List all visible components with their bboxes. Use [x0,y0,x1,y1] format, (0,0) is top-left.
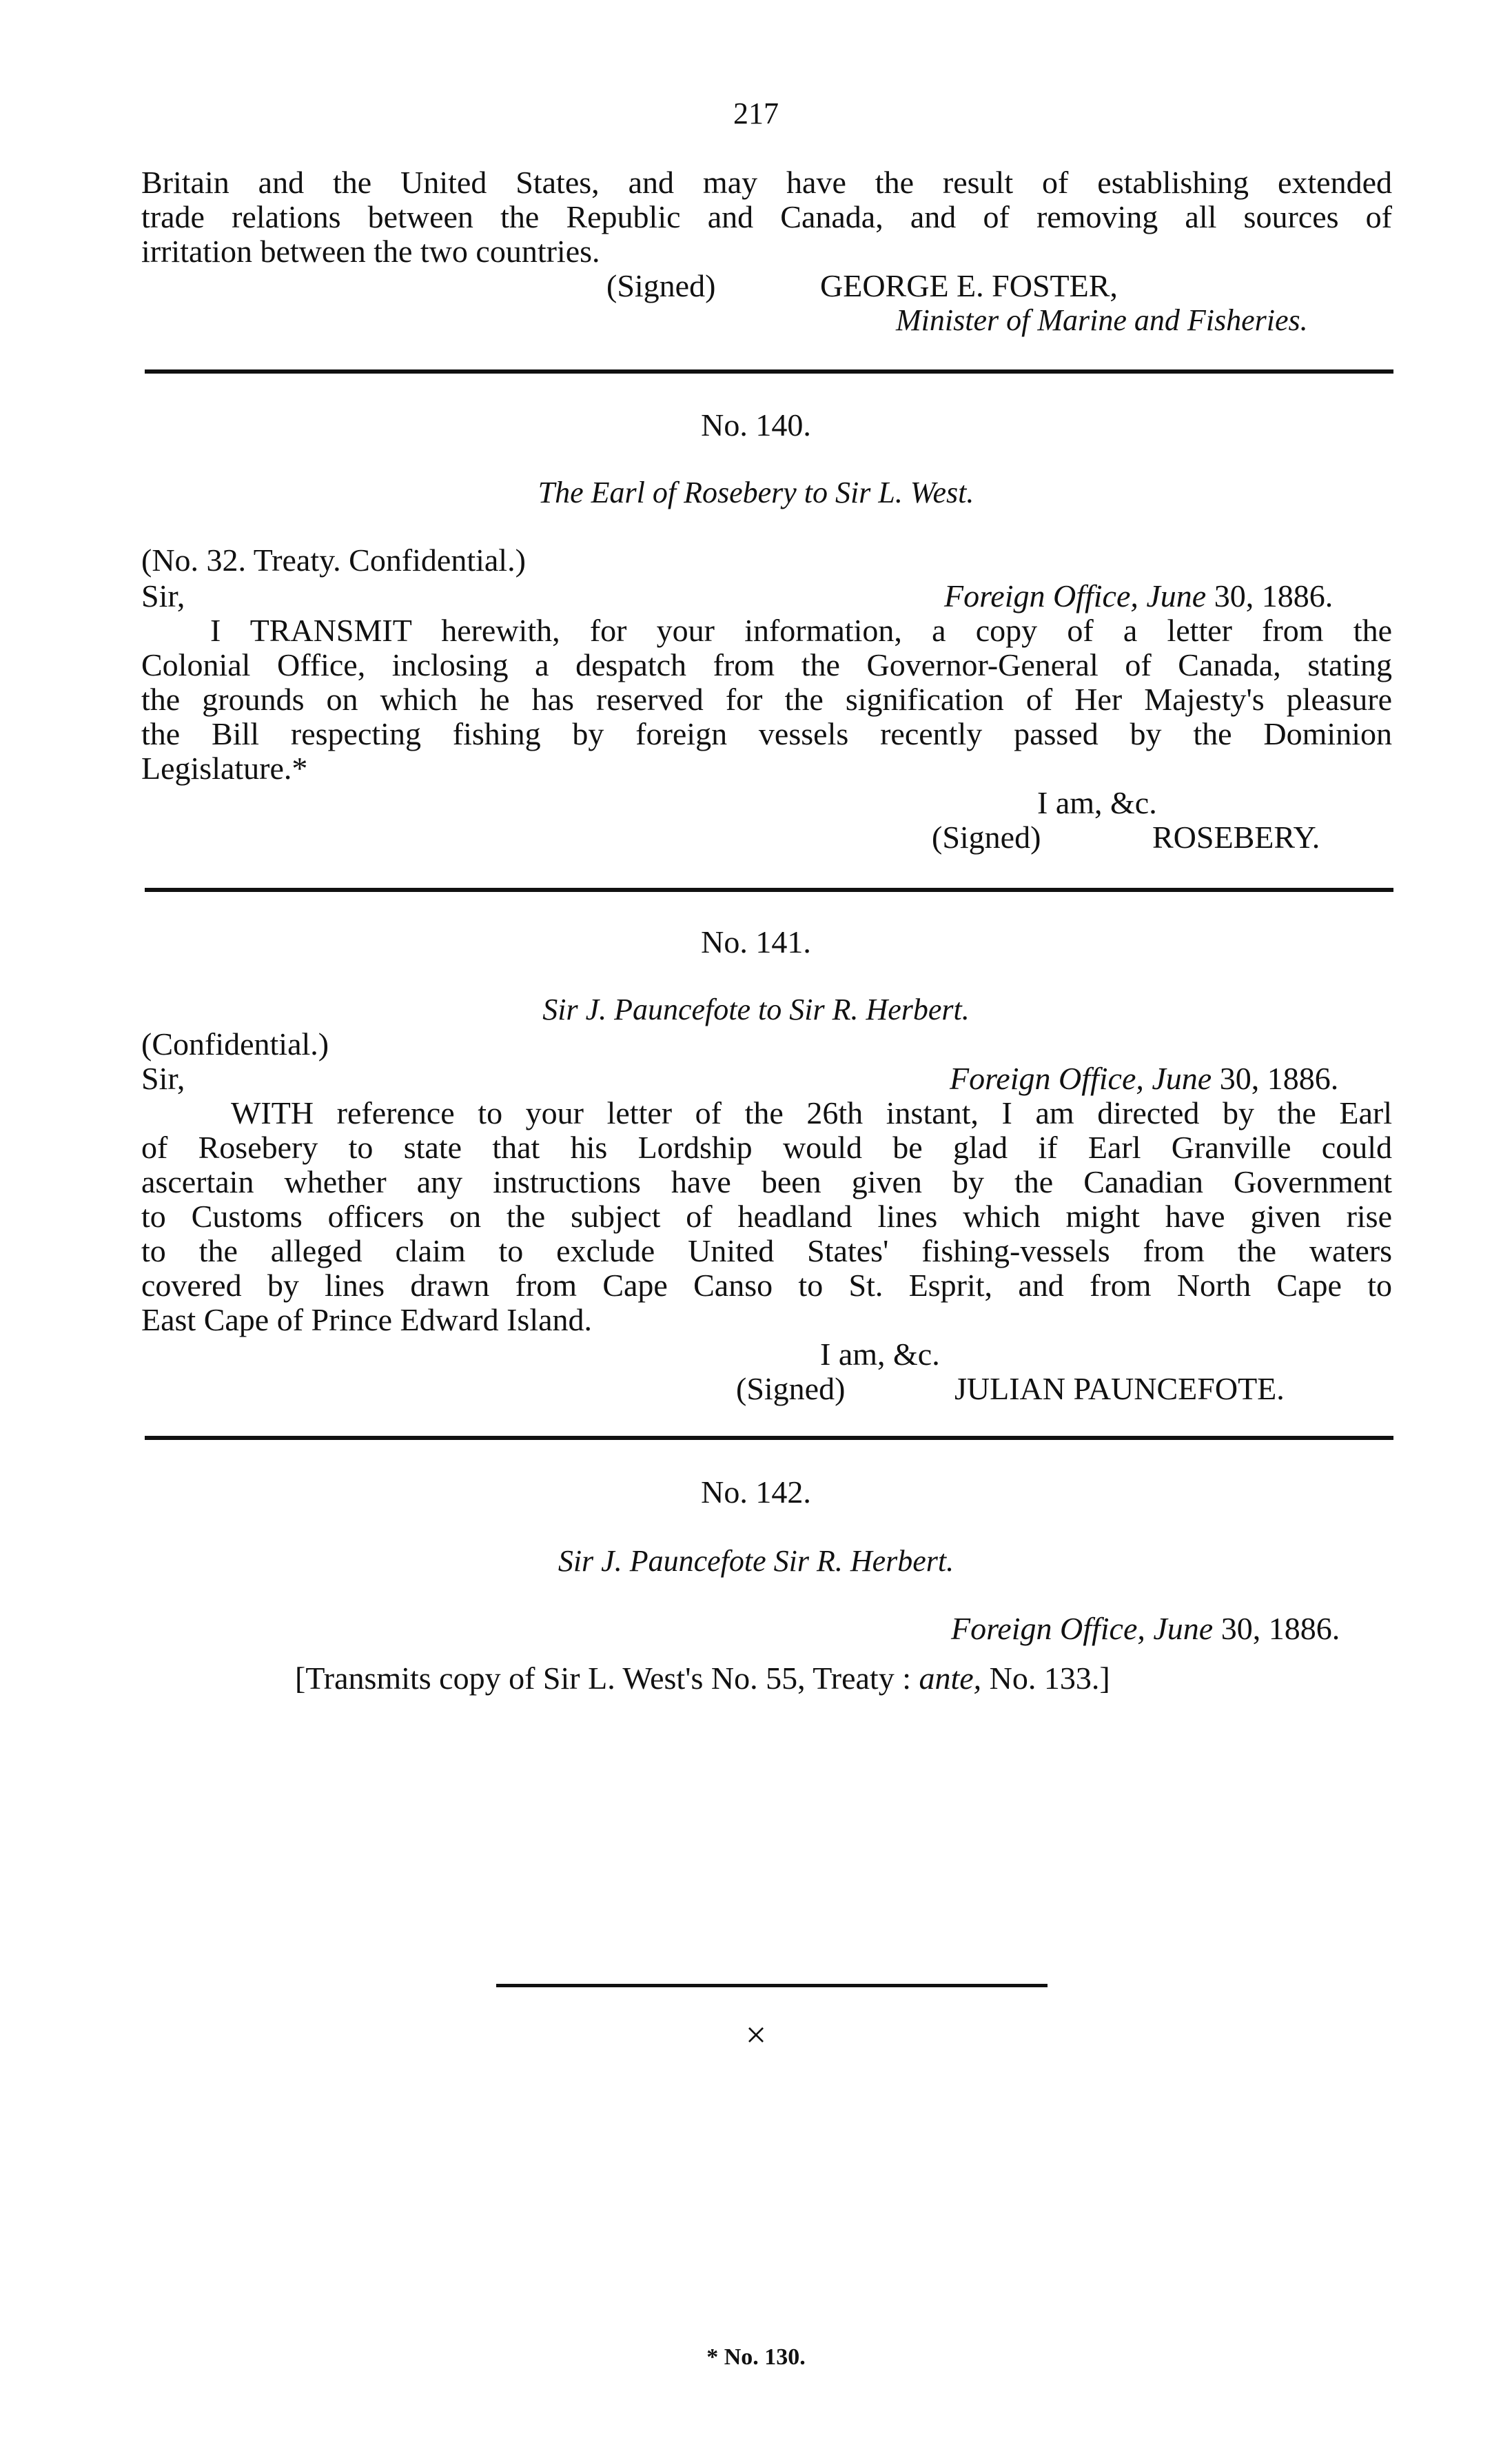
doc141-number: No. 141. [701,924,811,960]
doc141-heading: Sir J. Pauncefote to Sir R. Herbert. [542,993,970,1026]
intro-paragraph [141,165,1392,269]
intro-line-2: trade relations between the Republic and Canada, and of removing all sources of [141,199,1392,234]
doc141-body-line-1: WITH reference to your letter of the 26th instant, I am directed by the Earl [231,1095,1392,1130]
doc141-body [141,1096,1392,1337]
doc141-body-line-2: of Rosebery to state that his Lordship would be glad if Earl Granville could [141,1130,1392,1165]
doc142-dateline [951,1612,1340,1646]
doc141-salutation: Sir, [141,1061,185,1096]
section-rule [145,888,1393,892]
doc141-signed-label: (Signed) [736,1371,846,1406]
footnote: * No. 130. [706,2344,806,2370]
doc141-body-line-4: to Customs officers on the subject of headland lines which might have given rise [141,1199,1392,1234]
doc141-signer: JULIAN PAUNCEFOTE. [954,1371,1285,1406]
doc142-summary-ante: ante, [919,1661,982,1696]
doc141-body-line-5: to the alleged claim to exclude United States' fishing-vessels from the waters [141,1233,1392,1268]
doc140-signer: ROSEBERY. [1152,820,1320,855]
page-number: 217 [733,97,779,130]
doc142-dateline-date: 30, 1886. [1220,1611,1340,1646]
doc141-body-line-3: ascertain whether any instructions have been given by the Canadian Government [141,1164,1392,1199]
doc140-body-line-5: Legislature.* [141,751,308,786]
doc142-summary-pre: [Transmits copy of Sir L. West's No. 55, Treaty : [295,1661,911,1696]
section-rule [145,1436,1393,1440]
intro-signer: GEORGE E. FOSTER, [820,268,1118,303]
doc141-dateline-date: 30, 1886. [1219,1061,1339,1096]
doc142-heading: Sir J. Pauncefote Sir R. Herbert. [558,1544,954,1578]
doc140-body-line-3: the grounds on which he has reserved for the signification of Her Majesty's pleasure [141,682,1392,717]
doc140-body [141,613,1392,786]
doc140-heading: The Earl of Rosebery to Sir L. West. [538,476,974,509]
end-mark: × [745,2014,767,2056]
doc142-summary-post: No. 133.] [989,1661,1110,1696]
doc140-body-line-4: the Bill respecting fishing by foreign vessels recently passed by the Dominion [141,716,1392,751]
doc140-body-line-1: I TRANSMIT herewith, for your information, a copy of a letter from the [210,613,1392,648]
doc142-dateline-place: Foreign Office, June [951,1611,1214,1646]
end-rule [496,1984,1048,1987]
doc142-summary [295,1661,1110,1696]
doc141-dateline [950,1062,1338,1096]
intro-signed-label: (Signed) [606,268,716,303]
section-rule [145,369,1393,374]
doc140-number: No. 140. [701,407,811,443]
doc140-dateline-date: 30, 1886. [1214,578,1334,613]
doc140-salutation: Sir, [141,578,185,613]
doc141-dateline-place: Foreign Office, June [950,1061,1212,1096]
doc141-closing: I am, &c. [820,1337,940,1372]
doc140-signed-label: (Signed) [932,820,1041,855]
doc140-body-line-2: Colonial Office, inclosing a despatch from the Governor-General of Canada, stating [141,647,1392,682]
doc142-number: No. 142. [701,1474,811,1510]
doc140-dateline [944,579,1333,613]
doc140-dateline-place: Foreign Office, June [944,578,1207,613]
doc140-closing: I am, &c. [1037,785,1157,820]
intro-signer-title: Minister of Marine and Fisheries. [896,303,1308,337]
doc141-body-line-7: East Cape of Prince Edward Island. [141,1302,593,1337]
doc141-meta: (Confidential.) [141,1026,329,1062]
intro-line-1: Britain and the United States, and may have the result of establishing extended [141,165,1392,200]
doc141-body-line-6: covered by lines drawn from Cape Canso to St. Esprit, and from North Cape to [141,1268,1392,1303]
doc140-meta: (No. 32. Treaty. Confidential.) [141,542,526,578]
intro-line-3: irritation between the two countries. [141,234,600,269]
